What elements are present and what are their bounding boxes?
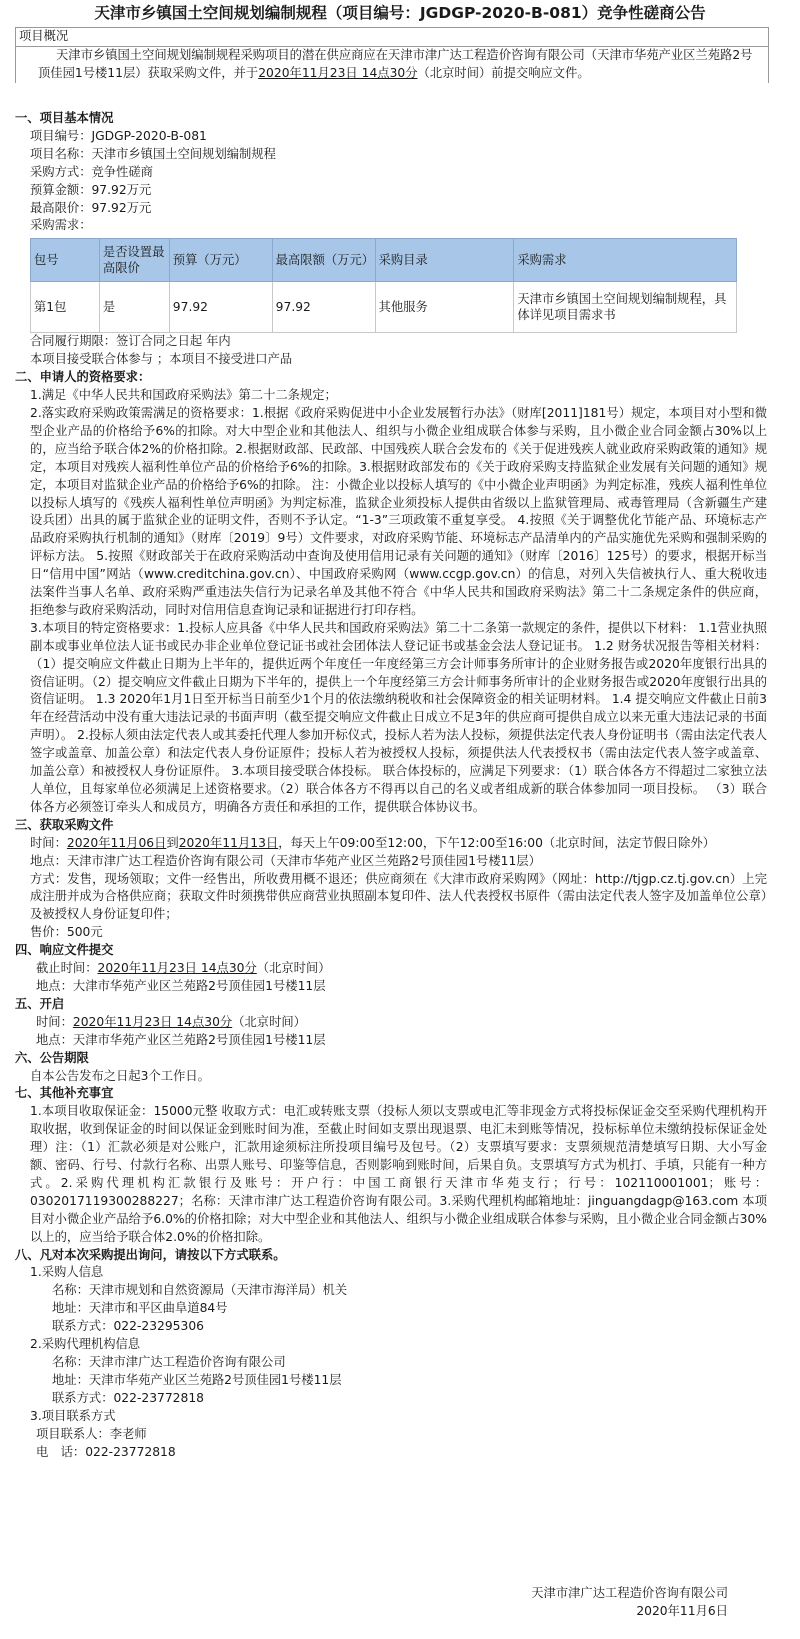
agency-address: 地址：天津市华苑产业区兰苑路2号顶佳园1号楼11层: [52, 1372, 342, 1387]
table-header: 采购目录: [375, 239, 514, 282]
contract-period: 合同履行期限：签订合同之日起 年内: [30, 334, 231, 349]
project-contact-person: 项目联系人：李老师: [36, 1426, 147, 1441]
table-header: 最高限额（万元）: [272, 239, 375, 282]
purchaser-phone: 联系方式：022-23295306: [52, 1319, 204, 1334]
table-header: 包号: [31, 239, 100, 282]
project-contact-phone: 电 话：022-23772818: [36, 1444, 176, 1459]
submission-place: 地点：大津市华苑产业区兰苑路2号顶佳园1号楼11层: [36, 978, 326, 993]
notice-period-text: 自本公告发布之日起3个工作日。: [30, 1068, 210, 1083]
overview-deadline: 2020年11月23日 14点30分: [258, 65, 418, 80]
page-title: 天津市乡镇国土空间规划编制规程（项目编号：JGDGP-2020-B-081）竞争性磋商公告: [94, 4, 706, 22]
table-cell: 其他服务: [375, 282, 514, 333]
project-name: 项目名称：天津市乡镇国土空间规划编制规程: [30, 146, 276, 161]
main-content: [15, 110, 775, 1461]
table-header-row: [31, 239, 737, 282]
obtain-time: 时间：2020年11月06日到2020年11月13日，每天上午09:00至12:00，下午12:00至16:00（北京时间，法定节假日除外）: [30, 835, 716, 850]
agency-name: 名称：天津市津广达工程造价咨询有限公司: [52, 1355, 286, 1369]
agency-phone: 联系方式：022-23772818: [52, 1390, 204, 1405]
overview-box: [15, 27, 769, 83]
max-price: 最高限价：97.92万元: [30, 200, 152, 215]
purchaser-info-title: 1.采购人信息: [30, 1265, 104, 1280]
other-matters-text: 1.本项目收取保证金：15000元整 收取方式：电汇或转账支票（投标人须以支票或电汇等非现金方式将投标保证金交至采购代理机构开取收据，收到保证金的时间以保证金到账时间为准，至截止时间如支票出现退票、电汇未到账等情况，投标标单位未缴纳投标保证金处理）注：（1）汇款必须是对公账户，汇款用途须标注所投项目编号及包号。（2）支票填写要求：支票须规范清楚填写日期、大小写金额、密码、行号、付款行名称、出票人账号、印鉴等信息，否则影响到账时间，后果自负。支票填写方式为机打、手填，只能有一种方式。2.采购代理机构汇款银行及账号：开户行：中国工商银行天津市华苑支行；行号：102110001001；账号：0302017119300288227；名称：天津市津广达工程造价咨询有限公司。3.采购代理机构邮箱地址：jinguangdagp@163.com 本项目对小微企业产品给予6.0%的价格扣除；对大中型企业和其他法人、组织与小微企业组成联合体参与采购，且小微企业合同金额占30%以上的，应当给予联合体2.0%的价格扣除。: [30, 1104, 767, 1244]
section-heading-qualifications: 二、申请人的资格要求：: [15, 370, 151, 385]
table-cell: 第1包: [31, 282, 100, 333]
submission-deadline: 截止时间：2020年11月23日 14点30分（北京时间）: [36, 961, 331, 976]
procurement-method: 采购方式：竞争性磋商: [30, 164, 153, 179]
obtain-place: 地点：天津市津广达工程造价咨询有限公司（天津市华苑产业区兰苑路2号顶佳园1号楼11层）: [30, 853, 541, 868]
agency-info-title: 2.采购代理机构信息: [30, 1337, 141, 1352]
overview-heading: 项目概况: [16, 28, 768, 47]
section-heading-submission: 四、响应文件提交: [15, 943, 114, 958]
table-cell: 天津市乡镇国土空间规划编制规程，具体详见项目需求书: [514, 282, 737, 333]
requirements-table: [30, 238, 737, 333]
consortium-note: 本项目接受联合体参与 ；本项目不接受进口产品: [30, 352, 293, 367]
section-heading-contact: 八、凡对本次采购提出询问，请按以下方式联系。: [15, 1247, 286, 1262]
table-cell: 是: [99, 282, 169, 333]
section-heading-opening: 五、开启: [15, 996, 65, 1011]
section-heading-notice-period: 六、公告期限: [15, 1050, 89, 1065]
requirements-label: 采购需求：: [30, 218, 92, 233]
obtain-method: 方式：发售，现场领取；文件一经售出，所收费用概不退还；供应商须在《大津市政府采购网》（网址：http://tjgp.cz.tj.gov.cn）上完成注册并成为合格供应商；获取文件时须携带供应商营业执照副本复印件、法人代表授权书原件（需由法定代表人签字及加盖单位公章）及被授权人身份证复印件；: [30, 871, 767, 922]
signature-block: [531, 1585, 728, 1621]
document-price: 售价：500元: [30, 925, 103, 940]
table-cell: 97.92: [272, 282, 375, 333]
opening-time: 时间：2020年11月23日 14点30分（北京时间）: [36, 1014, 306, 1029]
table-header: 采购需求: [514, 239, 737, 282]
qualification-paragraph: 2.落实政府采购政策需满足的资格要求：1.根据《政府采购促进中小企业发展暂行办法》（财库[2011]181号）规定，本项目对小型和微型企业产品的价格给予6%的扣除。对大中型企业和其他法人、组织与小微企业组成联合体参与采购，且小微企业合同金额占30%以上的，应当给予联合体2%的价格扣除。2.根据财政部、民政部、中国残疾人联合会发布的《关于促进残疾人就业政府采购政策的通知》规定，本项目对残疾人福利性单位产品的价格给予6%的扣除。3.根据财政部发布的《关于政府采购支持监狱企业发展有关问题的通知》规定，本项目对监狱企业产品的价格给予6%的扣除。 注：小微企业以投标人填写的《中小微企业声明函》为判定标准，残疾人福利性单位以投标人填写的《残疾人福利性单位声明函》为判定标准，监狱企业须投标人提供由省级以上监狱管理局、戒毒管理局（含新疆生产建设兵团）出具的属于监狱企业的证明文件，否则不予认定。“1-3”三项政策不重复享受。 4.按照《关于调整优化节能产品、环境标志产品政府采购执行机制的通知》（财库〔2019〕9号）文件要求，对政府采购节能、环境标志产品清单内的产品实施优先采购和强制采购的评标方法。 5.按照《财政部关于在政府采购活动中查询及使用信用记录有关问题的通知》（财库〔2016〕125号）的要求，根据开标当日“信用中国”网站（www.creditchina.gov.cn）、中国政府采购网（www.ccgp.gov.cn）的信息，对列入失信被执行人、重大税收违法案件当事人名单、政府采购严重违法失信行为记录名单及其他不符合《中华人民共和国政府采购法》第二十二条规定条件的供应商，拒绝参与政府采购活动，同时对信用信息查询记录和证据进行打印存档。: [30, 405, 767, 617]
section-heading-basic: 一、项目基本情况: [15, 111, 114, 125]
qualification-paragraph: 1.满足《中华人民共和国政府采购法》第二十二条规定；: [30, 388, 337, 403]
budget-amount: 预算金额：97.92万元: [30, 182, 152, 197]
table-cell: 97.92: [169, 282, 272, 333]
qualification-paragraph: 3.本项目的特定资格要求：1.投标人应具备《中华人民共和国政府采购法》第二十二条第一款规定的条件，提供以下材料： 1.1营业执照副本或事业单位法人证书或民办非企业单位登记证书或社会团体法人登记证书或基金会法人登记证书。 1.2 财务状况报告等相关材料：（1）提交响应文件截止日期为上半年的，提供近两个年度任一年度经第三方会计师事务所审计的企业财务报告或2020年度银行出具的资信证明。（2）提交响应文件截止日期为下半年的，提供上一个年度经第三方会计师事务所审计的企业财务报告或2020年度银行出具的资信证明。 1.3 2020年1月1日至开标当日前至少1个月的依法缴纳税收和社会保障资金的相关证明材料。 1.4 提交响应文件截止日前3年在经营活动中没有重大违法记录的书面声明（截至提交响应文件截止日成立不足3年的供应商可提供自成立以来无重大违法记录的书面声明）。 2.投标人须由法定代表人或其委托代理人参加开标仪式，投标人若为法人投标，须提供法定代表人身份证明书（需由法定代表人签字或盖章、加盖公章）和法定代表人身份证原件；投标人若为被授权人投标，须提供法人代表授权书（需由法定代表人签字或盖章、加盖公章）和被授权人身份证原件。 3.本项目接受联合体投标。 联合体投标的，应满足下列要求：（1）联合体各方不得超过二家独立法人单位，且每家单位必须满足上述资格要求。（2）联合体各方不得再以自己的名义或者组成新的联合体参加同一项目投标。 （3）联合体各方必须签订牵头人和成员方，明确各方责任和承担的工作，提供联合体协议书。: [30, 620, 767, 814]
purchaser-name: 名称：天津市规划和自然资源局（天津市海洋局）机关: [52, 1283, 348, 1298]
project-contact-title: 3.项目联系方式: [30, 1408, 116, 1423]
section-heading-obtain-documents: 三、获取采购文件: [15, 817, 114, 832]
overview-text: 天津市乡镇国土空间规划编制规程采购项目的潜在供应商应在天津市津广达工程造价咨询有限公司（天津市华苑产业区兰苑路2号顶佳园1号楼11层）获取采购文件，并于2020年11月23日 14点30分（北京时间）前提交响应文件。: [38, 47, 753, 80]
opening-place: 地点：天津市华苑产业区兰苑路2号顶佳园1号楼11层: [36, 1032, 326, 1047]
signature-company: 天津市津广达工程造价咨询有限公司: [531, 1586, 728, 1600]
table-header: 是否设置最高限价: [99, 239, 169, 282]
signature-date: 2020年11月6日: [636, 1603, 728, 1618]
table-header: 预算（万元）: [169, 239, 272, 282]
purchaser-address: 地址：天津市和平区曲阜道84号: [52, 1301, 228, 1316]
table-row: [31, 282, 737, 333]
section-heading-other: 七、其他补充事宜: [15, 1086, 114, 1101]
project-number: 项目编号：JGDGP-2020-B-081: [30, 128, 207, 143]
